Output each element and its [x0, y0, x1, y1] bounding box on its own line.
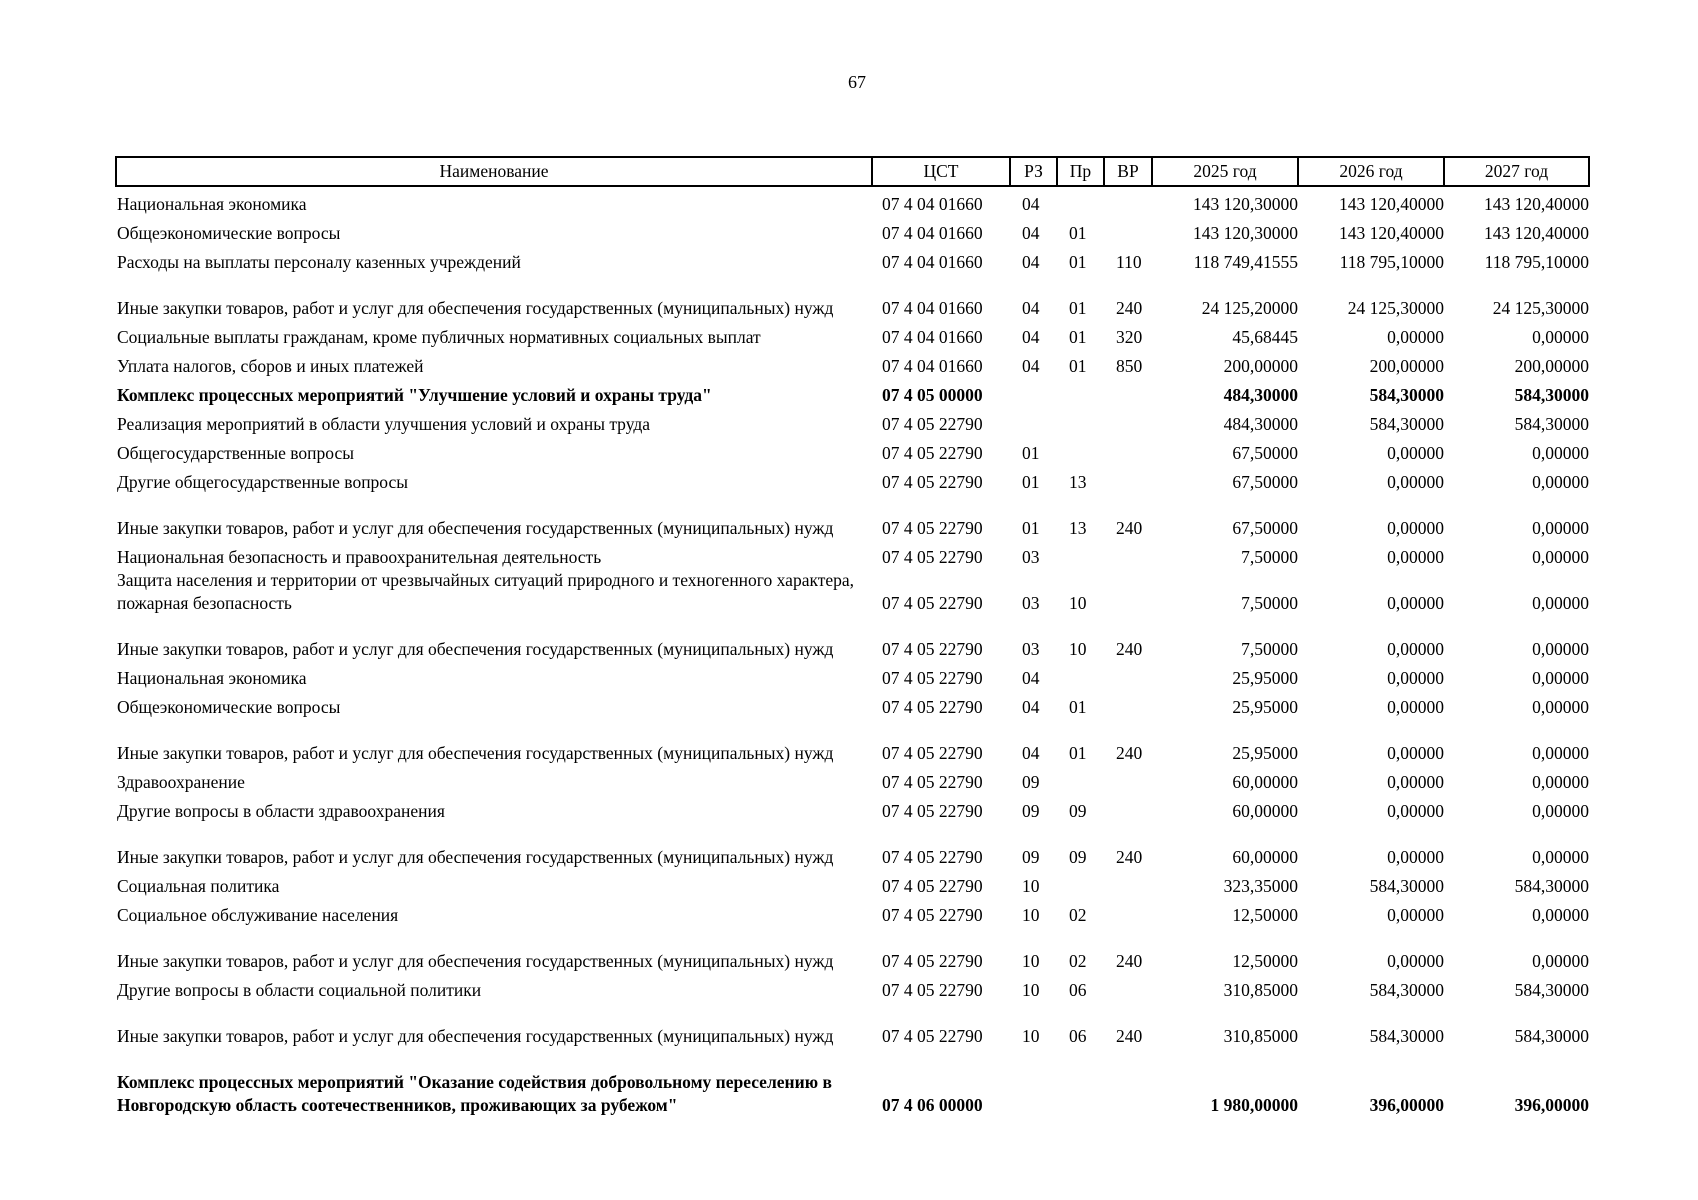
cell-2026: 584,30000	[1369, 1026, 1444, 1046]
cell-name: Защита населения и территории от чрезвычайных ситуаций природного и техногенного характера, пожарная безопасность	[117, 570, 855, 613]
cell-2026: 0,00000	[1387, 743, 1444, 763]
table-row	[116, 245, 1589, 274]
cell-name: Другие вопросы в области социальной политики	[117, 980, 482, 1000]
table-row	[116, 765, 1589, 794]
cell-rz: 10	[1022, 980, 1040, 1000]
cell-rz	[1010, 1048, 1057, 1117]
cell-pr: 01	[1069, 697, 1087, 717]
cell-2025: 45,68445	[1232, 327, 1298, 347]
cell-2027: 200,00000	[1514, 356, 1589, 376]
page-number: 67	[848, 72, 866, 92]
cell-name: Другие общегосударственные вопросы	[117, 472, 409, 492]
cell-vr	[1104, 973, 1152, 1002]
cell-pr	[1057, 869, 1104, 898]
cell-pr: 09	[1069, 847, 1087, 867]
cell-name: Иные закупки товаров, работ и услуг для обеспечения государственных (муниципальных) нужд	[117, 1026, 834, 1046]
cell-2025: 25,95000	[1232, 668, 1298, 688]
cell-pr: 02	[1069, 905, 1087, 925]
cell-2027: 0,00000	[1532, 593, 1589, 613]
cell-cst: 07 4 05 22790	[882, 443, 983, 463]
cell-vr	[1104, 661, 1152, 690]
cell-vr	[1104, 690, 1152, 719]
cell-rz: 04	[1022, 327, 1040, 347]
cell-2026: 0,00000	[1387, 801, 1444, 821]
cell-2026: 0,00000	[1387, 905, 1444, 925]
cell-pr	[1057, 186, 1104, 216]
cell-pr: 01	[1069, 298, 1087, 318]
cell-2025: 310,85000	[1223, 1026, 1298, 1046]
cell-2026: 0,00000	[1387, 772, 1444, 792]
cell-2027: 143 120,40000	[1484, 194, 1589, 214]
table-row-section	[116, 1048, 1589, 1117]
cell-vr	[1104, 407, 1152, 436]
table-row	[116, 274, 1589, 320]
cell-vr: 240	[1116, 639, 1143, 659]
cell-name: Иные закупки товаров, работ и услуг для обеспечения государственных (муниципальных) нужд	[117, 639, 834, 659]
cell-pr	[1057, 1048, 1104, 1117]
cell-rz: 10	[1022, 1026, 1040, 1046]
cell-cst: 07 4 04 01660	[882, 194, 983, 214]
cell-rz: 09	[1022, 772, 1040, 792]
cell-rz: 03	[1022, 593, 1040, 613]
cell-cst: 07 4 05 22790	[882, 847, 983, 867]
cell-vr	[1104, 569, 1152, 615]
table-row	[116, 494, 1589, 540]
cell-2026: 0,00000	[1387, 847, 1444, 867]
cell-vr: 240	[1116, 847, 1143, 867]
cell-name: Общеэкономические вопросы	[117, 697, 341, 717]
cell-vr: 240	[1116, 743, 1143, 763]
cell-2025: 484,30000	[1223, 414, 1298, 434]
cell-cst: 07 4 05 22790	[882, 772, 983, 792]
cell-2026: 0,00000	[1387, 639, 1444, 659]
table-row	[116, 869, 1589, 898]
table-row	[116, 898, 1589, 927]
cell-rz: 04	[1022, 356, 1040, 376]
cell-vr: 240	[1116, 1026, 1143, 1046]
cell-vr: 110	[1116, 252, 1142, 272]
cell-vr	[1104, 186, 1152, 216]
table-row	[116, 973, 1589, 1002]
cell-2025: 323,35000	[1223, 876, 1298, 896]
cell-name: Национальная экономика	[117, 194, 307, 214]
cell-2026: 0,00000	[1387, 697, 1444, 717]
cell-2027: 0,00000	[1532, 905, 1589, 925]
cell-vr	[1104, 436, 1152, 465]
cell-cst: 07 4 05 22790	[882, 801, 983, 821]
cell-pr: 02	[1069, 951, 1087, 971]
cell-vr: 240	[1116, 951, 1143, 971]
cell-cst: 07 4 05 22790	[882, 697, 983, 717]
cell-2026: 200,00000	[1369, 356, 1444, 376]
cell-name: Комплекс процессных мероприятий "Улучшение условий и охраны труда"	[117, 385, 712, 405]
table-row	[116, 661, 1589, 690]
cell-2026: 0,00000	[1387, 668, 1444, 688]
cell-name: Здравоохранение	[117, 772, 245, 792]
cell-pr: 13	[1069, 472, 1087, 492]
header-pr: Пр	[1057, 157, 1104, 186]
cell-rz: 04	[1022, 298, 1040, 318]
cell-pr	[1057, 765, 1104, 794]
cell-rz: 04	[1022, 743, 1040, 763]
cell-name: Социальная политика	[117, 876, 280, 896]
cell-2025: 67,50000	[1232, 443, 1298, 463]
cell-2027: 143 120,40000	[1484, 223, 1589, 243]
cell-vr	[1104, 765, 1152, 794]
cell-rz: 04	[1022, 194, 1040, 214]
cell-2027: 584,30000	[1514, 414, 1589, 434]
cell-pr: 01	[1069, 327, 1087, 347]
cell-2027: 396,00000	[1514, 1095, 1589, 1115]
cell-2025: 25,95000	[1232, 743, 1298, 763]
cell-cst: 07 4 04 01660	[882, 223, 983, 243]
cell-rz: 04	[1022, 697, 1040, 717]
cell-2026: 584,30000	[1369, 980, 1444, 1000]
cell-cst: 07 4 05 22790	[882, 743, 983, 763]
cell-rz: 03	[1022, 639, 1040, 659]
table-row-section	[116, 378, 1589, 407]
table-row	[116, 320, 1589, 349]
cell-2026: 0,00000	[1387, 547, 1444, 567]
cell-2027: 0,00000	[1532, 472, 1589, 492]
cell-cst: 07 4 05 00000	[882, 385, 983, 405]
cell-2025: 12,50000	[1232, 905, 1298, 925]
budget-table	[115, 156, 1590, 1117]
cell-cst: 07 4 05 22790	[882, 414, 983, 434]
cell-2025: 25,95000	[1232, 697, 1298, 717]
cell-2027: 0,00000	[1532, 547, 1589, 567]
cell-2025: 310,85000	[1223, 980, 1298, 1000]
cell-rz: 10	[1022, 951, 1040, 971]
cell-2027: 0,00000	[1532, 772, 1589, 792]
cell-2026: 0,00000	[1387, 518, 1444, 538]
cell-cst: 07 4 05 22790	[882, 639, 983, 659]
table-row	[116, 1002, 1589, 1048]
cell-name: Иные закупки товаров, работ и услуг для обеспечения государственных (муниципальных) нужд	[117, 518, 834, 538]
cell-rz: 03	[1022, 547, 1040, 567]
cell-name: Общегосударственные вопросы	[117, 443, 355, 463]
cell-name: Национальная безопасность и правоохранительная деятельность	[117, 547, 602, 567]
cell-pr: 01	[1069, 743, 1087, 763]
cell-2027: 0,00000	[1532, 639, 1589, 659]
cell-2026: 396,00000	[1369, 1095, 1444, 1115]
cell-pr: 10	[1069, 593, 1087, 613]
cell-name: Уплата налогов, сборов и иных платежей	[117, 356, 424, 376]
cell-2027: 0,00000	[1532, 668, 1589, 688]
cell-2025: 143 120,30000	[1193, 194, 1298, 214]
cell-name: Национальная экономика	[117, 668, 307, 688]
cell-2026: 0,00000	[1387, 593, 1444, 613]
cell-vr	[1104, 540, 1152, 569]
cell-name: Иные закупки товаров, работ и услуг для обеспечения государственных (муниципальных) нужд	[117, 847, 834, 867]
cell-2025: 67,50000	[1232, 472, 1298, 492]
cell-rz: 09	[1022, 847, 1040, 867]
cell-cst: 07 4 05 22790	[882, 905, 983, 925]
cell-rz	[1010, 378, 1057, 407]
cell-pr	[1057, 378, 1104, 407]
cell-name: Расходы на выплаты персоналу казенных учреждений	[117, 252, 521, 272]
cell-cst: 07 4 05 22790	[882, 518, 983, 538]
cell-vr	[1104, 794, 1152, 823]
cell-2026: 143 120,40000	[1339, 194, 1444, 214]
cell-vr: 850	[1116, 356, 1143, 376]
cell-vr	[1104, 869, 1152, 898]
cell-2025: 143 120,30000	[1193, 223, 1298, 243]
cell-name: Общеэкономические вопросы	[117, 223, 341, 243]
table-row	[116, 349, 1589, 378]
cell-pr: 10	[1069, 639, 1087, 659]
cell-rz: 09	[1022, 801, 1040, 821]
cell-pr: 06	[1069, 980, 1087, 1000]
cell-rz	[1010, 407, 1057, 436]
cell-2027: 584,30000	[1514, 980, 1589, 1000]
cell-2027: 584,30000	[1514, 385, 1589, 405]
cell-rz: 04	[1022, 223, 1040, 243]
header-2025: 2025 год	[1152, 157, 1298, 186]
cell-2025: 12,50000	[1232, 951, 1298, 971]
cell-rz: 10	[1022, 905, 1040, 925]
table-row	[116, 690, 1589, 719]
cell-2026: 0,00000	[1387, 443, 1444, 463]
cell-name: Социальное обслуживание населения	[117, 905, 399, 925]
cell-2027: 0,00000	[1532, 443, 1589, 463]
cell-cst: 07 4 05 22790	[882, 876, 983, 896]
cell-2027: 24 125,30000	[1492, 298, 1589, 318]
cell-2026: 0,00000	[1387, 327, 1444, 347]
cell-vr	[1104, 465, 1152, 494]
cell-cst: 07 4 05 22790	[882, 668, 983, 688]
table-row	[116, 615, 1589, 661]
table-header-row	[116, 157, 1589, 186]
cell-name: Иные закупки товаров, работ и услуг для обеспечения государственных (муниципальных) нужд	[117, 743, 834, 763]
cell-name: Иные закупки товаров, работ и услуг для обеспечения государственных (муниципальных) нужд	[117, 951, 834, 971]
cell-2025: 60,00000	[1232, 847, 1298, 867]
cell-vr	[1104, 898, 1152, 927]
cell-2027: 584,30000	[1514, 1026, 1589, 1046]
cell-2025: 118 749,41555	[1193, 252, 1298, 272]
cell-cst: 07 4 04 01660	[882, 252, 983, 272]
cell-2025: 24 125,20000	[1201, 298, 1298, 318]
cell-2025: 1 980,00000	[1210, 1095, 1298, 1115]
cell-2027: 584,30000	[1514, 876, 1589, 896]
header-vr: ВР	[1104, 157, 1152, 186]
table-row	[116, 823, 1589, 869]
cell-cst: 07 4 04 01660	[882, 298, 983, 318]
cell-vr	[1104, 1048, 1152, 1117]
header-2026: 2026 год	[1298, 157, 1444, 186]
cell-2025: 60,00000	[1232, 801, 1298, 821]
cell-pr	[1057, 407, 1104, 436]
cell-2027: 0,00000	[1532, 847, 1589, 867]
cell-2026: 0,00000	[1387, 472, 1444, 492]
cell-2025: 484,30000	[1223, 385, 1298, 405]
cell-pr: 13	[1069, 518, 1087, 538]
cell-vr: 320	[1116, 327, 1143, 347]
cell-cst: 07 4 05 22790	[882, 472, 983, 492]
cell-rz: 01	[1022, 518, 1040, 538]
cell-2027: 0,00000	[1532, 518, 1589, 538]
cell-cst: 07 4 05 22790	[882, 547, 983, 567]
cell-2027: 118 795,10000	[1484, 252, 1589, 272]
cell-rz: 01	[1022, 472, 1040, 492]
cell-pr: 06	[1069, 1026, 1087, 1046]
cell-rz: 04	[1022, 668, 1040, 688]
cell-2026: 584,30000	[1369, 876, 1444, 896]
cell-2027: 0,00000	[1532, 801, 1589, 821]
cell-vr	[1104, 216, 1152, 245]
cell-cst: 07 4 05 22790	[882, 980, 983, 1000]
cell-vr: 240	[1116, 298, 1143, 318]
cell-name: Другие вопросы в области здравоохранения	[117, 801, 445, 821]
table-row	[116, 186, 1589, 216]
cell-pr	[1057, 661, 1104, 690]
cell-cst: 07 4 04 01660	[882, 327, 983, 347]
cell-name: Реализация мероприятий в области улучшения условий и охраны труда	[117, 414, 651, 434]
table-row	[116, 569, 1589, 615]
cell-cst: 07 4 05 22790	[882, 951, 983, 971]
cell-pr: 01	[1069, 356, 1087, 376]
cell-rz: 04	[1022, 252, 1040, 272]
cell-cst: 07 4 04 01660	[882, 356, 983, 376]
cell-cst: 07 4 05 22790	[882, 593, 983, 613]
cell-rz: 01	[1022, 443, 1040, 463]
table-row	[116, 540, 1589, 569]
cell-2026: 0,00000	[1387, 951, 1444, 971]
cell-pr: 01	[1069, 223, 1087, 243]
header-name: Наименование	[116, 157, 872, 186]
cell-2026: 584,30000	[1369, 385, 1444, 405]
cell-2025: 200,00000	[1223, 356, 1298, 376]
cell-vr: 240	[1116, 518, 1143, 538]
table-row	[116, 407, 1589, 436]
table-row	[116, 465, 1589, 494]
cell-rz: 10	[1022, 876, 1040, 896]
cell-2027: 0,00000	[1532, 743, 1589, 763]
cell-vr	[1104, 378, 1152, 407]
cell-2027: 0,00000	[1532, 697, 1589, 717]
cell-2025: 67,50000	[1232, 518, 1298, 538]
cell-pr	[1057, 436, 1104, 465]
header-cst: ЦСТ	[872, 157, 1010, 186]
cell-2025: 7,50000	[1241, 547, 1298, 567]
table-row	[116, 719, 1589, 765]
cell-2027: 0,00000	[1532, 951, 1589, 971]
cell-2027: 0,00000	[1532, 327, 1589, 347]
cell-name: Комплекс процессных мероприятий "Оказание содействия добровольному переселению в Новгородскую область соотечественников, проживающих за рубежом"	[117, 1072, 832, 1115]
cell-2026: 143 120,40000	[1339, 223, 1444, 243]
cell-2025: 60,00000	[1232, 772, 1298, 792]
table-row	[116, 794, 1589, 823]
header-2027: 2027 год	[1444, 157, 1589, 186]
cell-name: Социальные выплаты гражданам, кроме публичных нормативных социальных выплат	[117, 327, 761, 347]
cell-2026: 24 125,30000	[1347, 298, 1444, 318]
table-row	[116, 216, 1589, 245]
table-row	[116, 436, 1589, 465]
cell-name: Иные закупки товаров, работ и услуг для обеспечения государственных (муниципальных) нужд	[117, 298, 834, 318]
cell-pr	[1057, 540, 1104, 569]
cell-2025: 7,50000	[1241, 639, 1298, 659]
cell-2025: 7,50000	[1241, 593, 1298, 613]
cell-pr: 01	[1069, 252, 1087, 272]
cell-2026: 584,30000	[1369, 414, 1444, 434]
cell-cst: 07 4 05 22790	[882, 1026, 983, 1046]
table-row	[116, 927, 1589, 973]
cell-pr: 09	[1069, 801, 1087, 821]
cell-2026: 118 795,10000	[1339, 252, 1444, 272]
cell-cst: 07 4 06 00000	[882, 1095, 983, 1115]
table-body	[116, 186, 1589, 1117]
header-rz: РЗ	[1010, 157, 1057, 186]
